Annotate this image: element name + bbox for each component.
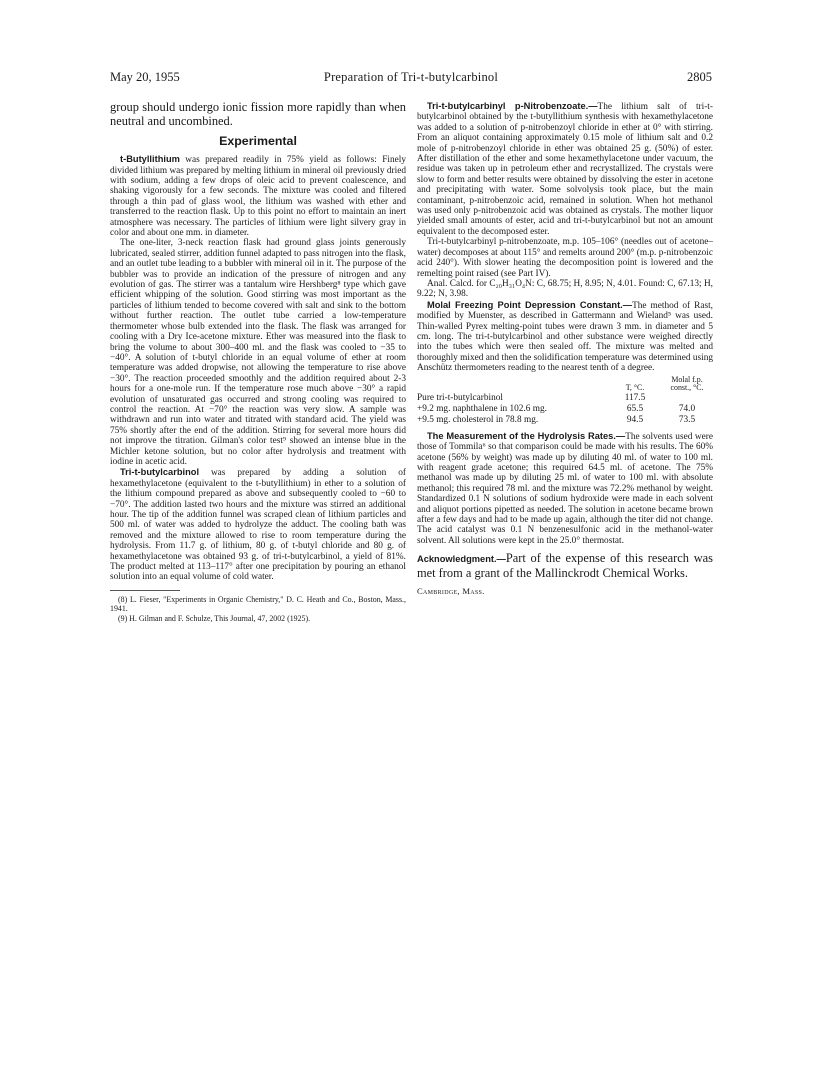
row-label: +9.2 mg. naphthalene in 102.6 mg. bbox=[417, 403, 547, 414]
paragraph-lead: The Measurement of the Hydrolysis Rates.— bbox=[427, 430, 626, 441]
paragraph-lead: Tri-t-butylcarbinol bbox=[120, 467, 200, 478]
column-header-temp: T, °C. bbox=[625, 383, 645, 393]
footnote-9: (9) H. Gilman and F. Schulze, This Journal, 47, 2002 (1925). bbox=[118, 613, 311, 623]
paragraph-hydrolysis bbox=[417, 431, 713, 546]
row-const: 73.5 bbox=[678, 414, 696, 425]
paragraph-carbinol-prep bbox=[110, 467, 406, 582]
column-header-const: Molal f.p. const., °C. bbox=[670, 374, 704, 393]
row-temp: 65.5 bbox=[626, 403, 644, 414]
intro-paragraph: group should undergo ionic fission more rapidly than when neutral and uncombined. bbox=[110, 100, 406, 128]
row-temp: 117.5 bbox=[624, 392, 646, 403]
paragraph-text: The lithium salt of tri-t-butylcarbinol obtained by the t-butyllithium synthesis with hexamethylacetone was added to a solution of p-nitrobenzoyl chloride in ether at 0° with stirring. From an aliquot containing approximately 0.15 mole of lithium salt and 0.2 mole of p-nitrobenzoyl chloride in ether was obtained 25 g. (50%) of ester. After distillation of the ether and some hexamethylacetone under vacuum, the residue was taken up in petroleum ether and recrystallized. The crystals were slow to form and better results were obtained by dissolving the ester in acetone and precipitating with water. Some solvolysis took place, but the main contaminant, p-nitrobenzoic acid, remained in solution. When hot methanol was used only p-nitrobenzoic acid was obtained as crystals. The mother liquor yielded small amounts of ester, acid and tri-t-butylcarbinol but not an amount equivalent to the decomposed ester. bbox=[417, 102, 713, 237]
paragraph-text: was prepared by adding a solution of hexamethylacetone (equivalent to the t-butyllithium) in ether to a solution of the lithium compound prepared as above and subsequently cooled to −60 to −70°. The addition lasted two hours and the mixture was stirred an additional hour. The tip of the addition funnel was scraped clean of lithium particles and 500 ml. of water was added to hydrolyze the adduct. The cooling bath was removed and the mixture allowed to rise to room temperature during the hydrolysis. From 11.7 g. of lithium, 80 g. of t-butyl chloride and 80 g. of hexamethylacetone was obtained 93 g. of tri-t-butylcarbinol, a yield of 81%. The product melted at 113–117° after one precipitation by pouring an ethanol solution into an equal volume of cold water. bbox=[110, 468, 406, 583]
running-title: Preparation of Tri-t-butylcarbinol bbox=[323, 70, 499, 84]
paragraph-text: The solvents used were those of Tommila⁶ so that comparison could be made with his results. The 60% acetone (56% by weight) was made up by diluting 40 ml. of water to 100 ml. with reagent grade acetone; this required 64.5 ml. of acetone. The 75% methanol was made up by diluting 25 ml. of water to 100 ml. with absolute methanol; this required 78 ml. and the mixture was 72.2% methanol by weight. Standardized 0.1 N solutions of sodium hydroxide were made in each solvent and aliquot portions pipetted as needed. The solution in acetone became brown after a few days and had to be made up again, although the titer did not change. The acid catalyst was 0.1 N benzenesulfonic acid in the methanol-water solvent. All solutions were kept in the 25.0° thermostat. bbox=[417, 431, 713, 546]
paragraph-nitrobenzoate bbox=[417, 101, 713, 237]
freezing-point-table bbox=[417, 376, 713, 426]
table-header-row bbox=[417, 376, 713, 393]
page-header bbox=[110, 70, 712, 90]
acknowledgment bbox=[417, 552, 713, 580]
row-const: 74.0 bbox=[678, 403, 696, 414]
row-const bbox=[661, 393, 713, 404]
paragraph-text: The method of Rast, modified by Muenster, as described in Gattermann and Wieland⁵ was used. Thin-walled Pyrex melting-point tubes were drawn 3 mm. in diameter and 5 cm. long. The tri-t-butylcarbinol and other substance were weighed directly into the tubes which were then sealed off. The mixture was melted and thoroughly mixed and then the solidification temperature was determined using Anschütz thermometers reading to the nearest tenth of a degree. bbox=[417, 300, 713, 374]
paragraph-apparatus: The one-liter, 3-neck reaction flask had ground glass joints generously lubricated, sealed stirrer, addition funnel adapted to pass nitrogen into the flask, and an outlet tube leading to a bubbler with mineral oil in it. The purpose of the bubbler was to provide an indication of the pressure of nitrogen and any evolution of gas. The stirrer was a tantalum wire Hershberg⁸ type which gave efficient whipping of the solution. Good stirring was most important as the particles of lithium tended to become covered with salt and sink to the bottom without further reaction. The outlet tube carried a low-temperature thermometer whose bulb extended into the flask. The flask was arranged for cooling with a Dry Ice-acetone mixture. Ether was measured into the flask to bring the volume to about 300–400 ml. and the flask was cooled to −35 to −40°. A solution of t-butyl chloride in an equal volume of ether at room temperature was added dropwise, not allowing the temperature to rise above −30°. The reaction proceeded smoothly and the addition required about 2-3 hours for a one-mole run. If the temperature rose much above −30° a rapid evolution of unsaturated gas occurred and strong cooling was required to control the reaction. At −70° the reaction was very slow. A sample was withdrawn and run into water and titrated with standard acid. The yield was 75% shortly after the end of the addition. Stirring for several more hours did not improve the titration. Gilman's color test⁹ showed an intense blue in the Michler ketone solution, but no color after hydrolysis and treatment with iodine in acetic acid. bbox=[110, 238, 407, 467]
paragraph-lead: Molal Freezing Point Depression Constant.— bbox=[427, 299, 633, 310]
row-temp: 94.5 bbox=[626, 414, 644, 425]
footnote-8: (8) L. Fieser, "Experiments in Organic Chemistry," D. C. Heath and Co., Boston, Mass., 1941. bbox=[110, 594, 406, 614]
footnote-divider bbox=[110, 590, 180, 591]
table-row bbox=[417, 393, 713, 404]
page-number: 2805 bbox=[687, 70, 712, 84]
table-row bbox=[417, 415, 713, 426]
acknowledgment-text: Part of the expense of this research was met from a grant of the Mallinckrodt Chemical Works. bbox=[417, 551, 713, 580]
paragraph-t-butyllithium bbox=[110, 154, 406, 238]
paragraph-freezing-point bbox=[417, 300, 713, 374]
paragraph-melting-point: Tri-t-butylcarbinyl p-nitrobenzoate, m.p. 105–106° (needles out of acetone–water) decomposes at about 115° and remelts around 200° (m.p. p-nitrobenzoic acid 240°). With slower heating the decomposition point is lowered and the remelting point raised (see Part IV). bbox=[417, 237, 713, 279]
row-label: +9.5 mg. cholesterol in 78.8 mg. bbox=[417, 414, 539, 425]
section-heading-experimental: Experimental bbox=[219, 134, 297, 149]
header-date: May 20, 1955 bbox=[110, 70, 180, 84]
table-row bbox=[417, 404, 713, 415]
paragraph-lead: Tri-t-butylcarbinyl p-Nitrobenzoate.— bbox=[427, 101, 598, 111]
row-label: Pure tri-t-butylcarbinol bbox=[417, 392, 503, 403]
acknowledgment-lead: Acknowledgment.— bbox=[417, 554, 506, 565]
author-location: Cambridge, Mass. bbox=[417, 586, 485, 597]
paragraph-lead: t-Butyllithium bbox=[120, 154, 180, 165]
paragraph-analysis: Anal. Calcd. for C₂₀H₃₁O₄N: C, 68.75; H, 8.95; N, 4.01. Found: C, 67.13; H, 9.22; N, 3.98. bbox=[417, 278, 713, 300]
right-column bbox=[417, 101, 713, 597]
paragraph-text: was prepared readily in 75% yield as follows: Finely divided lithium was prepared by melting lithium in mineral oil previously dried with sodium, adding a few drops of oleic acid to prevent coalescence, and shaking vigorously for a few seconds. The mixture was cooled and filtered through a thin pad of glass wool, the lithium was washed with ether and transferred to the reaction flask. Up to this point no effort to maintain an inert atmosphere was necessary. The particles of lithium were light silvery gray in color and about one mm. in diameter. bbox=[110, 155, 406, 239]
left-column bbox=[110, 101, 406, 623]
